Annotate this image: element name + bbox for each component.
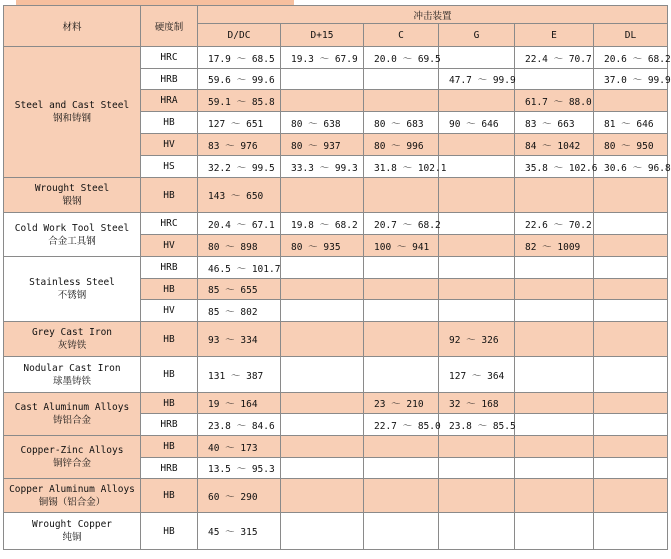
material-name-en: Cold Work Tool Steel [14,222,130,234]
range-cell: 80 ～ 683 [364,112,439,134]
range-cell: 100 ～ 941 [364,235,439,257]
range-cell [281,90,364,112]
material-name-en: Nodular Cast Iron [23,362,121,374]
hardness-scale-cell: HB [141,436,198,458]
material-cell [4,436,141,479]
range-cell [515,357,594,393]
material-name-en: Wrought Copper [31,519,113,530]
range-cell [281,257,364,279]
range-cell [594,213,668,235]
range-cell: 31.8 ～ 102.1 [364,156,439,178]
range-cell: 33.3 ～ 99.3 [281,156,364,178]
range-cell: 143 ～ 650 [198,178,281,213]
range-cell [364,436,439,458]
range-cell [281,458,364,479]
range-cell [439,300,515,322]
range-cell: 22.4 ～ 70.7 [515,47,594,69]
hardness-scale-cell: HV [141,134,198,156]
hardness-scale-cell: HRB [141,458,198,479]
table-row [4,257,668,279]
range-cell [515,322,594,357]
header-device-e: E [515,24,594,47]
header-device-c: C [364,24,439,47]
range-cell: 32 ～ 168 [439,393,515,414]
material-name-cn: 锻钢 [62,196,82,207]
range-cell: 93 ～ 334 [198,322,281,357]
range-cell [515,513,594,550]
hardness-scale-cell: HB [141,178,198,213]
range-cell: 85 ～ 655 [198,279,281,300]
range-cell [281,178,364,213]
range-cell: 45 ～ 315 [198,513,281,550]
range-cell: 80 ～ 937 [281,134,364,156]
range-cell [281,479,364,513]
material-name-cn: 合金工具钢 [48,235,96,247]
hardness-scale-cell: HB [141,357,198,393]
range-cell: 83 ～ 663 [515,112,594,134]
range-cell: 46.5 ～ 101.7 [198,257,281,279]
range-cell: 19.8 ～ 68.2 [281,213,364,235]
range-cell: 22.6 ～ 70.2 [515,213,594,235]
table-row [4,393,668,414]
material-cell [4,213,141,257]
range-cell: 30.6 ～ 96.8 [594,156,668,178]
range-cell [439,90,515,112]
range-cell [439,279,515,300]
range-cell: 127 ～ 651 [198,112,281,134]
material-cell [4,479,141,513]
range-cell [281,357,364,393]
range-cell: 19.3 ～ 67.9 [281,47,364,69]
range-cell: 85 ～ 802 [198,300,281,322]
range-cell [364,458,439,479]
hardness-scale-cell: HB [141,479,198,513]
range-cell: 20.4 ～ 67.1 [198,213,281,235]
range-cell [364,178,439,213]
range-cell: 82 ～ 1009 [515,235,594,257]
hardness-scale-cell: HB [141,112,198,134]
material-name-cn: 铸铝合金 [52,415,91,426]
header-device-d-dc: D/DC [198,24,281,47]
range-cell: 127 ～ 364 [439,357,515,393]
range-cell [281,322,364,357]
table-row [4,213,668,235]
hardness-scale-cell: HB [141,279,198,300]
range-cell: 35.8 ～ 102.6 [515,156,594,178]
range-cell: 23.8 ～ 84.6 [198,414,281,436]
range-cell [364,69,439,90]
range-cell [594,513,668,550]
range-cell [281,414,364,436]
range-cell: 90 ～ 646 [439,112,515,134]
material-name-en: Wrought Steel [34,183,110,194]
range-cell [594,178,668,213]
material-name-cn: 灰铸铁 [57,340,87,351]
range-cell: 60 ～ 290 [198,479,281,513]
range-cell [364,479,439,513]
range-cell [594,279,668,300]
range-cell: 32.2 ～ 99.5 [198,156,281,178]
range-cell [439,436,515,458]
material-name-cn: 钢和铸钢 [52,113,91,124]
range-cell: 81 ～ 646 [594,112,668,134]
hardness-scale-cell: HRB [141,414,198,436]
range-cell [439,178,515,213]
material-name-cn: 不锈钢 [57,290,87,301]
range-cell: 22.7 ～ 85.0 [364,414,439,436]
range-cell: 59.1 ～ 85.8 [198,90,281,112]
range-cell [515,414,594,436]
range-cell: 23 ～ 210 [364,393,439,414]
material-name-cn: 铜锡（铝合金） [38,496,106,508]
range-cell: 83 ～ 976 [198,134,281,156]
range-cell [439,235,515,257]
range-cell: 84 ～ 1042 [515,134,594,156]
header-device-g: G [439,24,515,47]
range-cell [364,257,439,279]
hardness-scale-cell: HRC [141,47,198,69]
range-cell [364,300,439,322]
range-cell [594,357,668,393]
range-cell: 47.7 ～ 99.9 [439,69,515,90]
range-cell: 80 ～ 898 [198,235,281,257]
range-cell: 80 ～ 950 [594,134,668,156]
range-cell [364,513,439,550]
range-cell: 40 ～ 173 [198,436,281,458]
range-cell [515,393,594,414]
range-cell: 20.0 ～ 69.5 [364,47,439,69]
range-cell [515,479,594,513]
range-cell [281,513,364,550]
table-row [4,322,668,357]
hardness-scale-cell: HV [141,235,198,257]
range-cell: 92 ～ 326 [439,322,515,357]
range-cell: 20.7 ～ 68.2 [364,213,439,235]
table-row [4,357,668,393]
material-cell [4,257,141,322]
material-cell [4,393,141,436]
material-cell [4,178,141,213]
material-cell [4,513,141,550]
range-cell [364,357,439,393]
table-row [4,47,668,69]
range-cell [515,279,594,300]
range-cell [364,322,439,357]
range-cell [281,279,364,300]
header-impact-device: 冲击装置 [198,6,668,24]
hardness-scale-cell: HB [141,513,198,550]
table-row [4,479,668,513]
range-cell [281,300,364,322]
hardness-scale-cell: HRB [141,69,198,90]
range-cell [594,257,668,279]
material-cell [4,322,141,357]
range-cell: 23.8 ～ 85.5 [439,414,515,436]
range-cell [515,69,594,90]
hardness-scale-cell: HRA [141,90,198,112]
material-name-cn: 球墨铸铁 [52,375,91,387]
table-row [4,513,668,550]
range-cell [515,257,594,279]
hardness-scale-cell: HB [141,322,198,357]
range-cell [515,178,594,213]
range-cell [281,436,364,458]
range-cell: 17.9 ～ 68.5 [198,47,281,69]
range-cell [594,90,668,112]
range-cell [594,414,668,436]
range-cell: 13.5 ～ 95.3 [198,458,281,479]
material-name-en: Grey Cast Iron [31,327,113,338]
header-device-dl: DL [594,24,668,47]
range-cell [439,47,515,69]
table-body [4,47,671,550]
material-name-en: Cast Aluminum Alloys [14,402,130,413]
range-cell: 19 ～ 164 [198,393,281,414]
material-name-cn: 铜锌合金 [52,458,91,469]
header-device-d15: D+15 [281,24,364,47]
hardness-scale-cell: HRB [141,257,198,279]
hardness-scale-cell: HB [141,393,198,414]
range-cell [439,156,515,178]
range-cell [515,436,594,458]
range-cell [439,513,515,550]
material-name-cn: 纯铜 [62,532,82,543]
range-cell: 20.6 ～ 68.2 [594,47,668,69]
range-cell [439,479,515,513]
range-cell [594,436,668,458]
range-cell [515,458,594,479]
range-cell [281,69,364,90]
hardness-scale-cell: HV [141,300,198,322]
range-cell [281,393,364,414]
range-cell [439,458,515,479]
range-cell: 37.0 ～ 99.9 [594,69,668,90]
material-name-en: Copper Aluminum Alloys [9,483,135,495]
range-cell [364,279,439,300]
header-hardness-scale: 硬度制 [141,6,198,47]
range-cell [439,257,515,279]
range-cell [594,235,668,257]
hardness-scale-cell: HRC [141,213,198,235]
range-cell: 80 ～ 638 [281,112,364,134]
hardness-conversion-table [3,5,671,550]
range-cell [439,213,515,235]
material-cell [4,357,141,393]
hardness-scale-cell: HS [141,156,198,178]
range-cell [594,479,668,513]
material-name-en: Steel and Cast Steel [14,100,130,111]
material-name-en: Copper-Zinc Alloys [20,445,124,456]
range-cell: 80 ～ 996 [364,134,439,156]
range-cell [364,90,439,112]
table-row [4,436,668,458]
header-material: 材料 [4,6,141,47]
range-cell [594,393,668,414]
range-cell [594,458,668,479]
range-cell [594,300,668,322]
range-cell: 61.7 ～ 88.0 [515,90,594,112]
material-cell [4,47,141,178]
table-row [4,178,668,213]
range-cell: 59.6 ～ 99.6 [198,69,281,90]
material-name-en: Stainless Steel [29,277,115,288]
range-cell [439,134,515,156]
range-cell: 131 ～ 387 [198,357,281,393]
range-cell [515,300,594,322]
table-header [4,6,668,47]
range-cell [594,322,668,357]
range-cell: 80 ～ 935 [281,235,364,257]
